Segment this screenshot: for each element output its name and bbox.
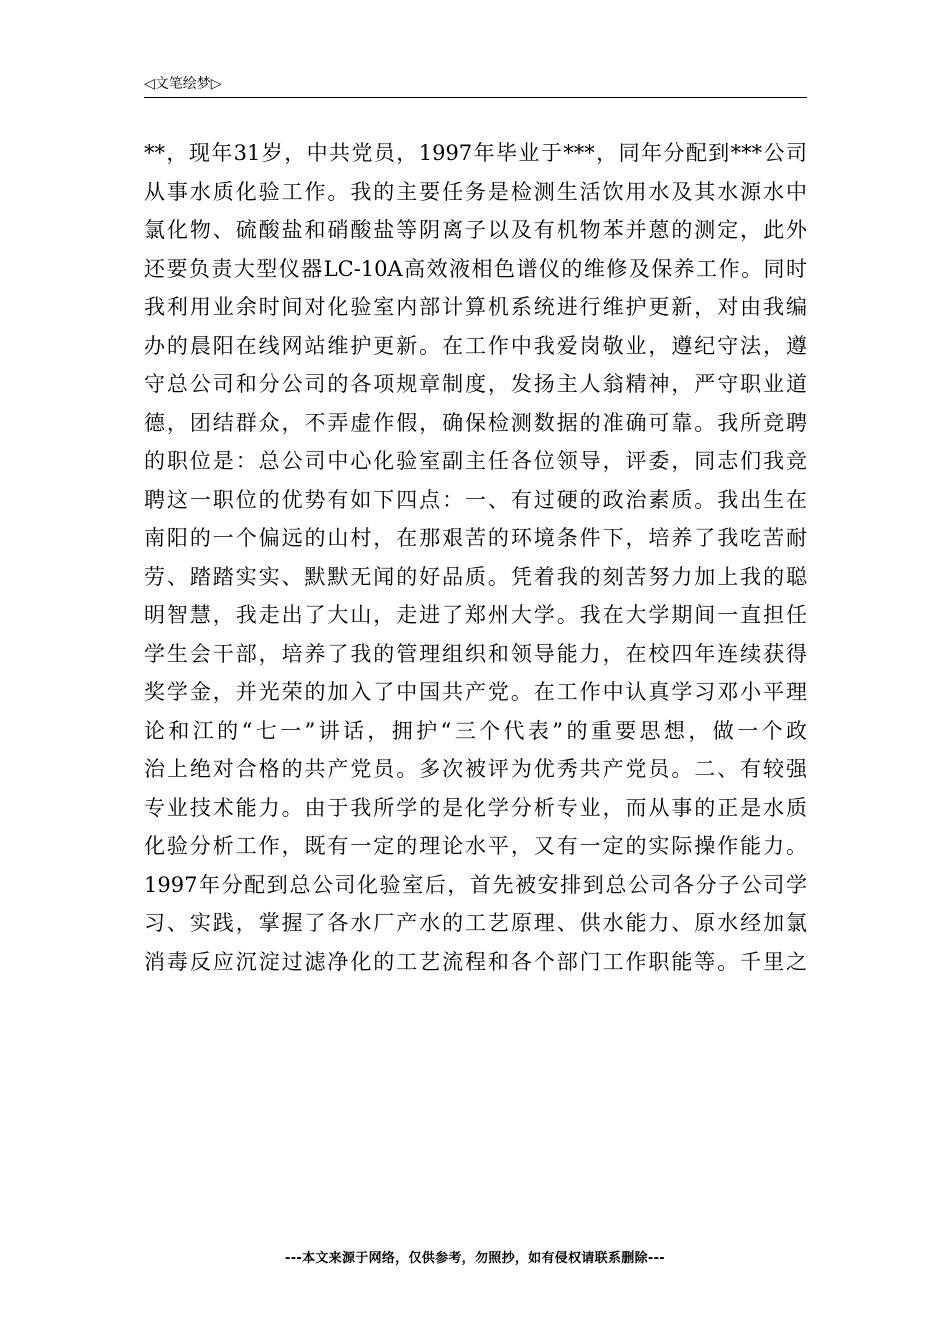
text-line: 明智慧，我走出了大山，走进了郑州大学。我在大学期间一直担任 [144, 603, 807, 627]
footer-disclaimer: ---本文来源于网络，仅供参考，勿照抄，如有侵权请联系删除--- [285, 1251, 665, 1266]
text-line: 我利用业余时间对化验室内部计算机系统进行维护更新，对由我编 [144, 295, 807, 319]
text-line: 还要负责大型仪器LC-10A高效液相色谱仪的维修及保养工作。同时 [144, 256, 807, 281]
text-line: 论和江的“七一”讲话，拥护“三个代表”的重要思想，做一个政 [144, 718, 807, 743]
page-header-title: ◁文笔绘梦▷ [144, 76, 222, 92]
text-line: 治上绝对合格的共产党员。多次被评为优秀共产党员。二、有较强 [144, 757, 807, 781]
text-line: 办的晨阳在线网站维护更新。在工作中我爱岗敬业，遵纪守法，遵 [144, 333, 807, 358]
text-line: 奖学金，并光荣的加入了中国共产党。在工作中认真学习邓小平理 [144, 680, 807, 704]
text-line: 守总公司和分公司的各项规章制度，发扬主人翁精神，严守职业道 [144, 372, 807, 396]
text-line: **，现年31岁，中共党员，1997年毕业于***，同年分配到***公司 [144, 141, 807, 165]
text-line: 化验分析工作，既有一定的理论水平，又有一定的实际操作能力。 [144, 834, 807, 858]
text-line: 专业技术能力。由于我所学的是化学分析专业，而从事的正是水质 [144, 795, 807, 820]
text-line: 的职位是：总公司中心化验室副主任各位领导，评委，同志们我竞 [144, 449, 807, 473]
body-text [144, 134, 807, 981]
text-line: 氯化物、硫酸盐和硝酸盐等阴离子以及有机物苯并蒽的测定，此外 [144, 218, 807, 242]
text-line: 德，团结群众，不弄虚作假，确保检测数据的准确可靠。我所竞聘 [144, 410, 807, 435]
text-line: 习、实践，掌握了各水厂产水的工艺原理、供水能力、原水经加氯 [144, 911, 807, 935]
text-line: 1997年分配到总公司化验室后，首先被安排到总公司各分子公司学 [144, 872, 807, 897]
text-line: 劳、踏踏实实、默默无闻的好品质。凭着我的刻苦努力加上我的聪 [144, 564, 807, 589]
text-line: 消毒反应沉淀过滤净化的工艺流程和各个部门工作职能等。千里之 [144, 949, 807, 974]
text-line: 从事水质化验工作。我的主要任务是检测生活饮用水及其水源水中 [144, 179, 807, 204]
text-line: 聘这一职位的优势有如下四点：一、有过硬的政治素质。我出生在 [144, 487, 807, 512]
header-divider [144, 97, 807, 98]
text-line: 南阳的一个偏远的山村，在那艰苦的环境条件下，培养了我吃苦耐 [144, 526, 807, 550]
text-line: 学生会干部，培养了我的管理组织和领导能力，在校四年连续获得 [144, 641, 807, 666]
